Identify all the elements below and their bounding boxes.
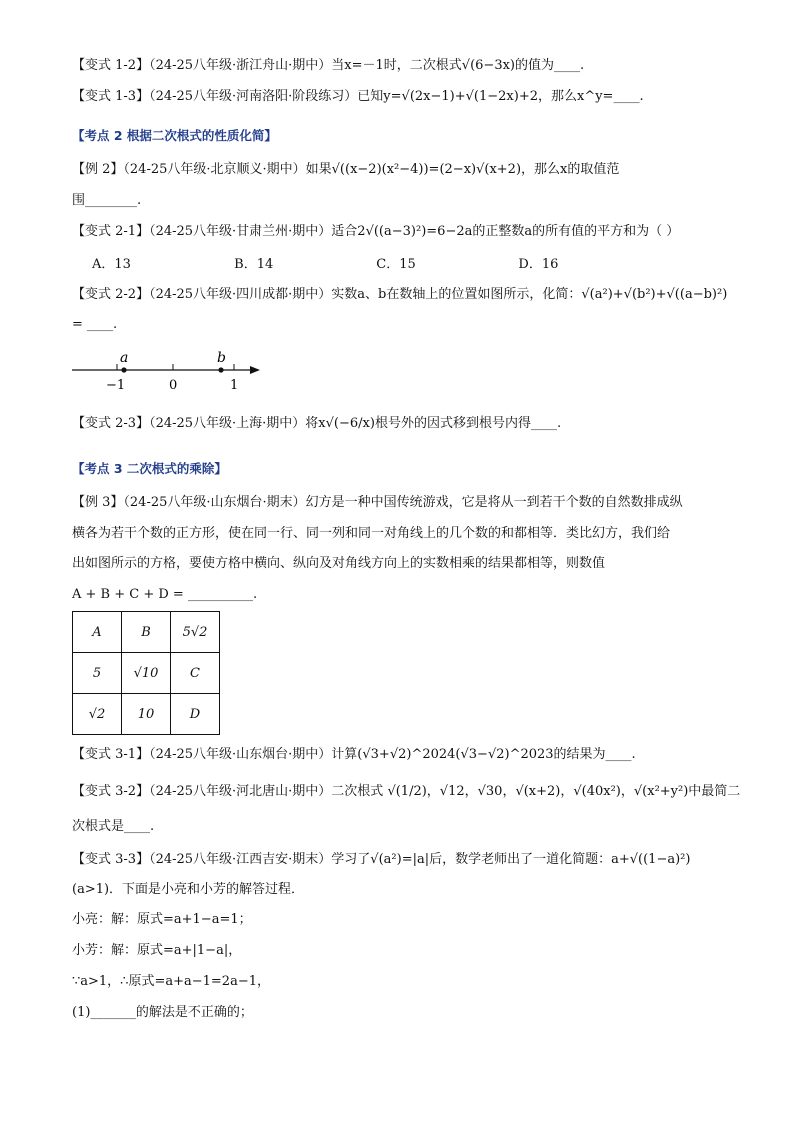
section-title-3: 【考点 3 二次根式的乘除】 — [72, 461, 227, 476]
example-3-line2: 横各为若干个数的正方形，使在同一行、同一列和同一对角线上的几个数的和都相等．类比幻方，我们给 — [72, 526, 671, 541]
variant-3-1: 【变式 3-1】（24-25八年级·山东烟台·期中）计算(√3+√2)^2024(√3−√2)^2023的结果为____. — [72, 747, 636, 762]
option-c: C．15 — [376, 257, 416, 272]
grid-cell: 5√2 — [171, 612, 220, 653]
grid-cell: D — [171, 694, 220, 735]
tick-one: 1 — [230, 378, 239, 393]
variant-3-2-line1: 【变式 3-2】（24-25八年级·河北唐山·期中）二次根式 √(1/2)，√12，√30，√(x+2)，√(40x²)，√(x²+y²)中最简二 — [72, 784, 741, 799]
number-line — [72, 340, 272, 395]
variant-2-2-line1: 【变式 2-2】（24-25八年级·四川成都·期中）实数a、b在数轴上的位置如图所示，化简：√(a²)+√(b²)+√((a−b)²) — [72, 287, 728, 302]
grid-row — [73, 694, 220, 735]
point-a — [121, 367, 126, 372]
variant-2-2-line2: = ____. — [72, 317, 118, 332]
section-title-2: 【考点 2 根据二次根式的性质化简】 — [72, 128, 277, 143]
grid-row — [73, 653, 220, 694]
grid-row — [73, 612, 220, 653]
option-b: B．14 — [234, 257, 274, 272]
question-1: (1)_______的解法是不正确的； — [72, 1005, 253, 1020]
variant-1-2: 【变式 1-2】（24-25八年级·浙江舟山·期中）当x=－1时，二次根式√(6−3x)的值为____. — [72, 58, 585, 73]
variant-2-1-options — [92, 253, 656, 272]
xiaofang-step: ∵a>1，∴原式=a+a−1=2a−1， — [72, 974, 270, 989]
label-a: a — [120, 350, 129, 366]
grid-cell: √2 — [73, 694, 122, 735]
variant-3-3-line2: (a>1)．下面是小亮和小芳的解答过程． — [72, 882, 305, 897]
variant-3-3-line1: 【变式 3-3】（24-25八年级·江西吉安·期末）学习了√(a²)=|a|后，数学老师出了一道化简题：a+√((1−a)²) — [72, 852, 691, 867]
example-3-line4: A + B + C + D = __________. — [72, 587, 258, 602]
option-a: A．13 — [92, 257, 131, 272]
xiaofang-solution: 小芳：解：原式=a+|1−a|， — [72, 943, 242, 958]
grid-cell: B — [122, 612, 171, 653]
grid-cell: √10 — [122, 653, 171, 694]
example-3-line3: 出如图所示的方格，要使方格中横向、纵向及对角线方向上的实数相乘的结果都相等，则数值 — [72, 556, 606, 571]
example-3-line1: 【例 3】（24-25八年级·山东烟台·期末）幻方是一种中国传统游戏，它是将从一到若干个数的自然数排成纵 — [72, 495, 683, 510]
example-2-line2: 围________. — [72, 193, 142, 208]
grid-cell: 5 — [73, 653, 122, 694]
option-d: D．16 — [518, 257, 559, 272]
variant-1-3: 【变式 1-3】（24-25八年级·河南洛阳·阶段练习）已知y=√(2x−1)+√(1−2x)+2，那么x^y=____. — [72, 89, 644, 104]
xiaoliang-solution: 小亮：解：原式=a+1−a=1； — [72, 912, 252, 927]
example-2-line1: 【例 2】（24-25八年级·北京顺义·期中）如果√((x−2)(x²−4))=(2−x)√(x+2)，那么x的取值范 — [72, 162, 620, 177]
variant-3-2-line2: 次根式是____. — [72, 819, 155, 834]
point-b — [218, 367, 223, 372]
grid-cell: 10 — [122, 694, 171, 735]
tick-zero: 0 — [169, 378, 178, 393]
label-b: b — [217, 350, 226, 366]
variant-2-3: 【变式 2-3】（24-25八年级·上海·期中）将x√(−6/x)根号外的因式移到根号内得____. — [72, 416, 562, 431]
tick-minus-one: −1 — [106, 378, 126, 393]
magic-square-grid — [72, 611, 220, 735]
variant-2-1: 【变式 2-1】（24-25八年级·甘肃兰州·期中）适合2√((a−3)²)=6−2a的正整数a的所有值的平方和为（ ） — [72, 224, 680, 239]
grid-cell: C — [171, 653, 220, 694]
grid-cell: A — [73, 612, 122, 653]
